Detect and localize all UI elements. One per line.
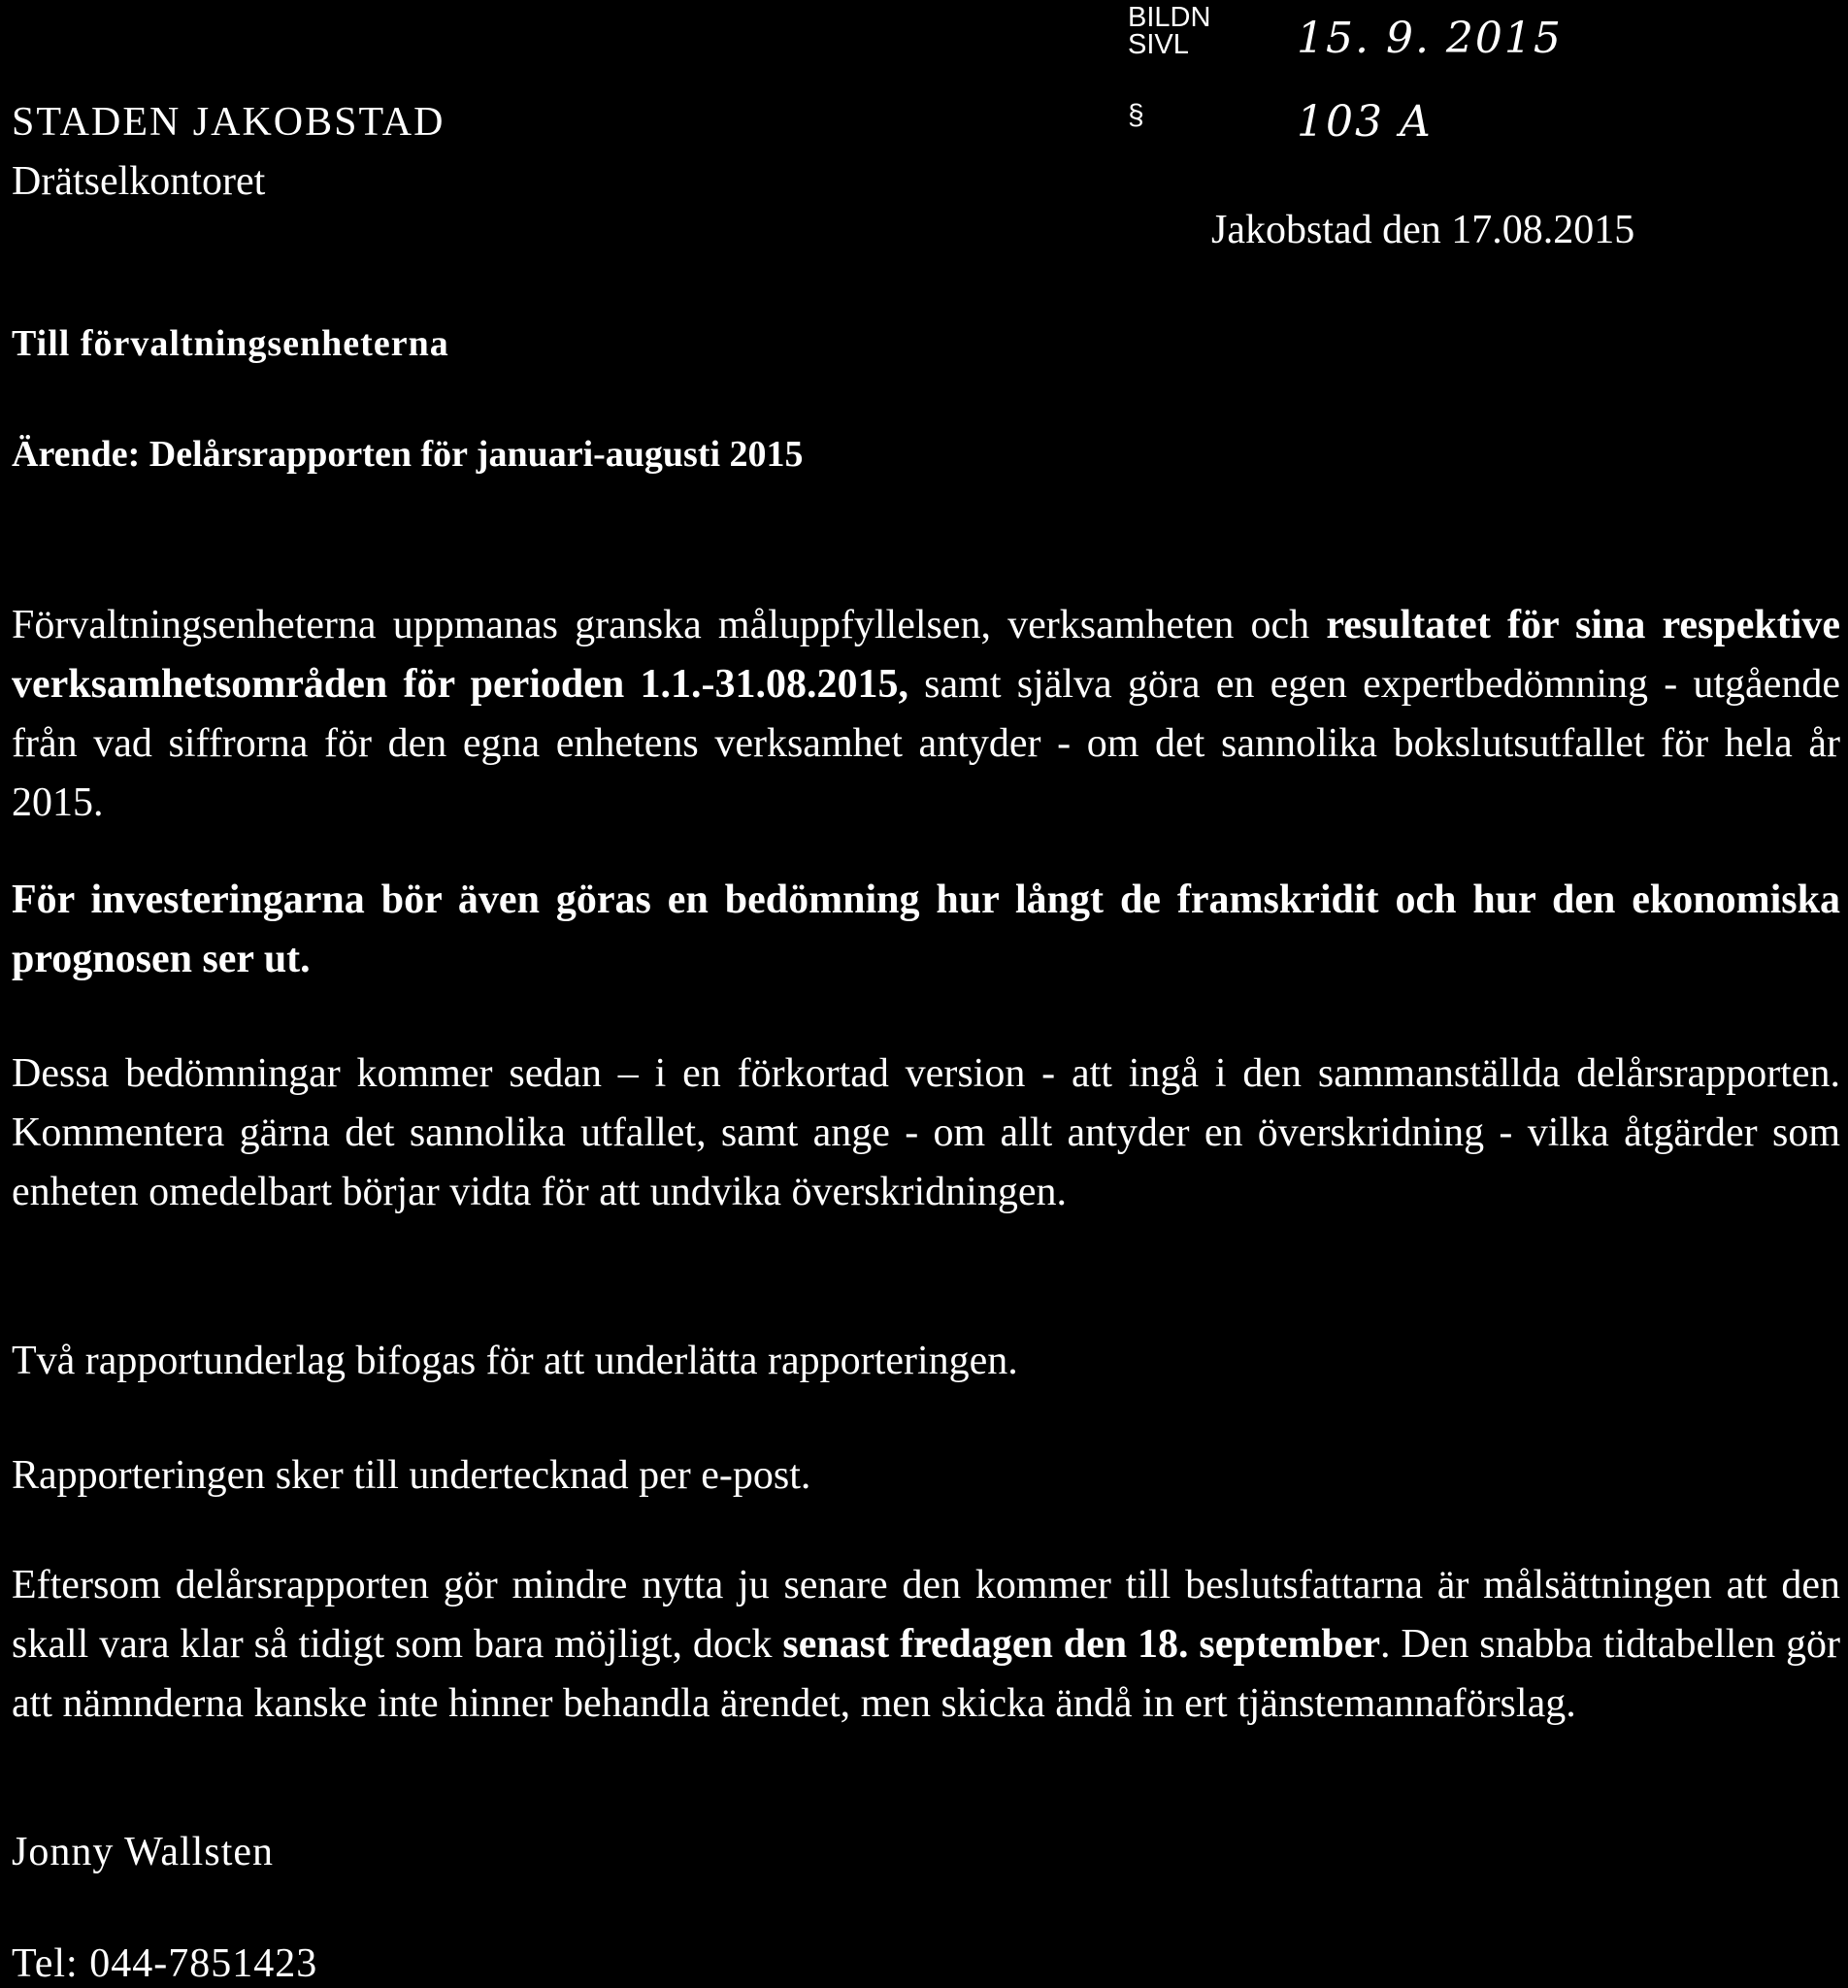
stamp-label-line1: BILDN [1128, 2, 1211, 33]
paragraph-deadline-text-a: Eftersom delårsrapporten gör mindre nytta ju senare den kommer till beslutsfattarna är målsättningen att den skall vara klar så tidigt som bara möjligt, dock [12, 1563, 1840, 1667]
signature-name: Jonny Wallsten [12, 1830, 274, 1874]
paragraph-instructions [12, 596, 1840, 833]
stamp-handwritten-number: 103 A [1297, 97, 1433, 147]
stamp-section-symbol: § [1128, 99, 1144, 131]
subject-heading: Ärende: Delårsrapporten för januari-augusti 2015 [12, 434, 804, 475]
paragraph-deadline [12, 1556, 1840, 1734]
paragraph-investments: För investeringarna bör även göras en bedömning hur långt de framskridit och hur den ekonomiska prognosen ser ut. [12, 878, 1840, 981]
letter-date: Jakobstad den 17.08.2015 [1211, 208, 1635, 252]
organization-name: STADEN JAKOBSTAD [12, 100, 446, 145]
department-name: Drätselkontoret [12, 159, 266, 204]
recipient-heading: Till förvaltningsenheterna [12, 323, 449, 364]
stamp-handwritten-date: 15. 9. 2015 [1297, 14, 1563, 63]
paragraph-attachments: Två rapportunderlag bifogas för att underlätta rapporteringen. [12, 1339, 1018, 1383]
paragraph-instructions-bold: resultatet för sina respektive verksamhetsområden för perioden 1.1.-31.08.2015, [12, 603, 1841, 707]
stamp-label-line2: SIVL [1128, 29, 1189, 60]
phone-number: Tel: 044-7851423 [12, 1941, 318, 1986]
paragraph-instructions-text-a: Förvaltningsenheterna uppmanas granska måluppfyllelsen, verksamheten och [12, 603, 1327, 647]
paragraph-deadline-bold: senast fredagen den 18. september [782, 1622, 1381, 1667]
stamp-label [1128, 4, 1210, 58]
paragraph-assessments: Dessa bedömningar kommer sedan – i en förkortad version - att ingå i den sammanställda delårsrapporten. Kommentera gärna det sannolika utfallet, samt ange - om allt antyder en överskridning - vilka åtgärder som enheten omedelbart börjar vidta för att undvika överskridningen. [12, 1051, 1840, 1214]
paragraph-deadline-text-c: . Den snabba tidtabellen gör att nämnderna kanske inte hinner behandla ärendet, men skicka ändå in ert tjänstemannaförslag. [12, 1622, 1840, 1726]
paragraph-reporting: Rapporteringen sker till undertecknad per e-post. [12, 1453, 811, 1498]
paragraph-instructions-text-c: samt själva göra en egen expertbedömning - utgående från vad siffrorna för den egna enhetens verksamhet antyder - om det sannolika bokslutsutfallet för hela år 2015. [12, 662, 1840, 825]
